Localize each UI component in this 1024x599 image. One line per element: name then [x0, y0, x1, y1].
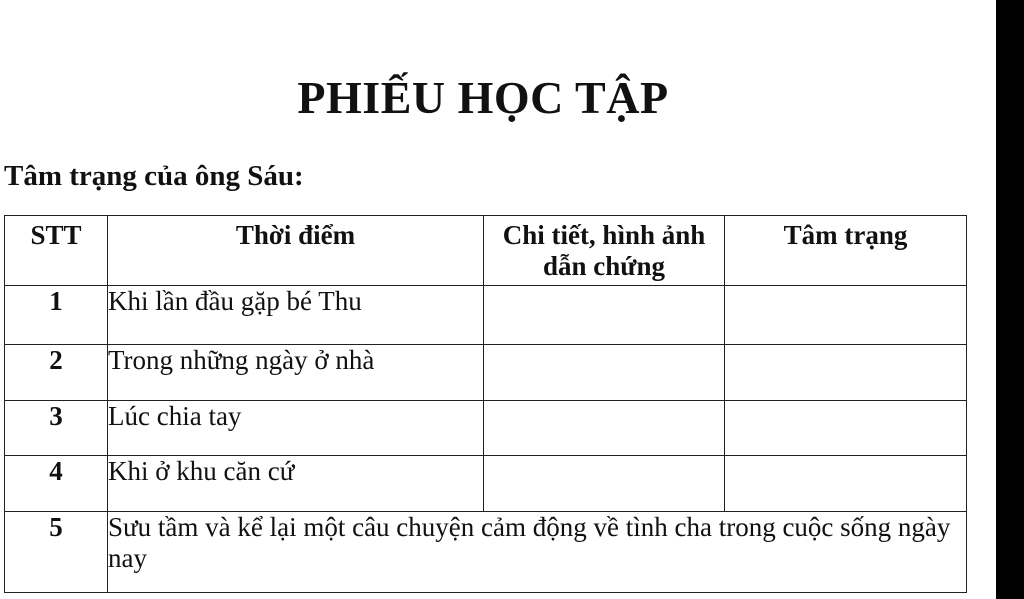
row-number: 1	[5, 286, 108, 345]
row-mood-cell	[725, 286, 967, 345]
row-mood-cell	[725, 401, 967, 456]
row-task: Sưu tầm và kể lại một câu chuyện cảm động về tình cha trong cuộc sống ngày nay	[108, 512, 967, 593]
worksheet-table	[4, 215, 967, 593]
page-title: PHIẾU HỌC TẬP	[297, 72, 669, 123]
table-row	[5, 345, 967, 401]
header-moment: Thời điểm	[108, 216, 484, 286]
row-moment: Khi ở khu căn cứ	[108, 456, 484, 512]
header-stt: STT	[5, 216, 108, 286]
row-moment: Lúc chia tay	[108, 401, 484, 456]
header-mood: Tâm trạng	[725, 216, 967, 286]
row-number: 4	[5, 456, 108, 512]
row-details-cell	[484, 286, 725, 345]
right-margin-bar	[996, 0, 1024, 599]
table-row	[5, 456, 967, 512]
row-mood-cell	[725, 345, 967, 401]
row-details-cell	[484, 345, 725, 401]
table-row	[5, 401, 967, 456]
row-details-cell	[484, 456, 725, 512]
section-heading: Tâm trạng của ông Sáu:	[4, 160, 304, 192]
row-number: 2	[5, 345, 108, 401]
row-details-cell	[484, 401, 725, 456]
table-header-row	[5, 216, 967, 286]
header-details: Chi tiết, hình ảnh dẫn chứng	[484, 216, 725, 286]
row-number: 5	[5, 512, 108, 593]
table-row	[5, 512, 967, 593]
row-mood-cell	[725, 456, 967, 512]
row-moment: Trong những ngày ở nhà	[108, 345, 484, 401]
table-row	[5, 286, 967, 345]
row-moment: Khi lần đầu gặp bé Thu	[108, 286, 484, 345]
row-number: 3	[5, 401, 108, 456]
